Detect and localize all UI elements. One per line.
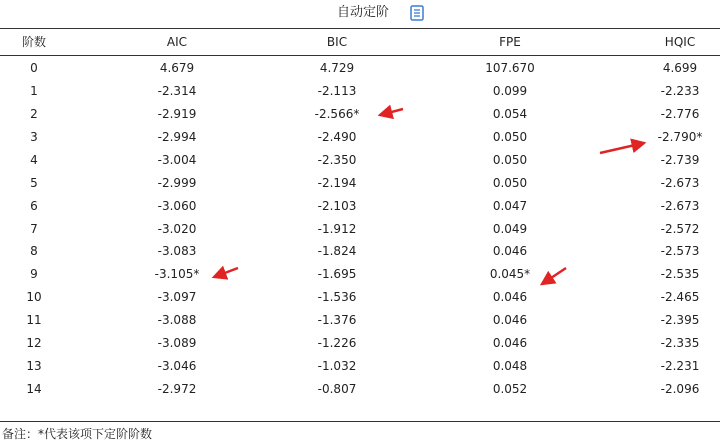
cell-hqic: -2.776 <box>660 106 700 121</box>
cell-bic: -1.226 <box>317 336 357 351</box>
cell-aic: -3.046 <box>157 359 197 374</box>
cell-bic: -1.376 <box>317 313 357 328</box>
cell-hqic: -2.231 <box>660 359 700 374</box>
table-row <box>0 286 720 308</box>
table-row <box>0 172 720 194</box>
cell-aic: -3.088 <box>157 313 197 328</box>
page-title: 自动定阶 <box>337 5 390 20</box>
table-row <box>0 378 720 400</box>
cell-aic: -3.089 <box>157 336 197 351</box>
cell-hqic: -2.673 <box>660 175 700 190</box>
cell-bic: -1.824 <box>317 244 357 259</box>
cell-hqic: 4.699 <box>662 61 698 75</box>
table-row <box>0 218 720 240</box>
cell-hqic: -2.573 <box>660 244 700 259</box>
table-bottom-rule <box>0 421 720 422</box>
cell-aic: -2.919 <box>157 106 197 121</box>
table-row <box>0 103 720 125</box>
table-row <box>0 126 720 148</box>
cell-hqic: -2.096 <box>660 382 700 397</box>
cell-fpe: 0.046 <box>492 290 528 305</box>
cell-bic: -2.103 <box>317 198 357 213</box>
cell-bic: -0.807 <box>317 382 357 397</box>
cell-hqic: -2.395 <box>660 313 700 328</box>
title-bar <box>0 0 720 28</box>
table-header-rule <box>0 55 720 56</box>
cell-bic: -2.194 <box>317 175 357 190</box>
cell-aic: -3.097 <box>157 290 197 305</box>
cell-bic: -1.536 <box>317 290 357 305</box>
cell-fpe: 0.050 <box>492 152 528 167</box>
cell-order: 7 <box>30 221 38 236</box>
cell-hqic: -2.465 <box>660 290 700 305</box>
cell-bic: -2.566* <box>314 106 360 121</box>
cell-fpe: 107.670 <box>485 61 535 75</box>
cell-bic: -2.113 <box>317 83 357 98</box>
column-header-fpe: FPE <box>499 35 521 49</box>
cell-fpe: 0.050 <box>492 129 528 144</box>
cell-order: 5 <box>30 175 38 190</box>
cell-fpe: 0.054 <box>492 106 528 121</box>
cell-aic: -2.994 <box>157 129 197 144</box>
cell-order: 12 <box>26 336 42 351</box>
table-top-rule <box>0 28 720 29</box>
table-row <box>0 80 720 102</box>
cell-hqic: -2.233 <box>660 83 700 98</box>
cell-bic: -1.695 <box>317 267 357 282</box>
cell-aic: -2.999 <box>157 175 197 190</box>
cell-order: 8 <box>30 244 38 259</box>
table-row <box>0 355 720 377</box>
cell-order: 11 <box>26 313 42 328</box>
cell-aic: -3.004 <box>157 152 197 167</box>
cell-order: 0 <box>30 61 38 75</box>
cell-hqic: -2.790* <box>657 129 703 144</box>
cell-aic: -2.972 <box>157 382 197 397</box>
cell-fpe: 0.045* <box>489 267 531 282</box>
cell-fpe: 0.046 <box>492 336 528 351</box>
cell-order: 10 <box>26 290 42 305</box>
cell-order: 1 <box>30 83 38 98</box>
cell-order: 2 <box>30 106 38 121</box>
cell-order: 3 <box>30 129 38 144</box>
cell-bic: 4.729 <box>319 61 355 75</box>
table-row <box>0 149 720 171</box>
cell-fpe: 0.049 <box>492 221 528 236</box>
cell-hqic: -2.535 <box>660 267 700 282</box>
table-row <box>0 332 720 354</box>
cell-order: 14 <box>26 382 42 397</box>
cell-aic: 4.679 <box>159 61 195 75</box>
cell-bic: -1.032 <box>317 359 357 374</box>
column-header-hqic: HQIC <box>664 35 696 49</box>
cell-hqic: -2.572 <box>660 221 700 236</box>
cell-order: 9 <box>30 267 38 282</box>
table-row <box>0 263 720 285</box>
cell-aic: -3.060 <box>157 198 197 213</box>
cell-fpe: 0.048 <box>492 359 528 374</box>
cell-aic: -3.020 <box>157 221 197 236</box>
cell-hqic: -2.335 <box>660 336 700 351</box>
column-header-bic: BIC <box>326 35 348 49</box>
cell-hqic: -2.739 <box>660 152 700 167</box>
column-header-order: 阶数 <box>21 35 47 49</box>
cell-order: 13 <box>26 359 42 374</box>
cell-order: 6 <box>30 198 38 213</box>
cell-fpe: 0.046 <box>492 244 528 259</box>
cell-bic: -1.912 <box>317 221 357 236</box>
cell-order: 4 <box>30 152 38 167</box>
table-row <box>0 195 720 217</box>
cell-hqic: -2.673 <box>660 198 700 213</box>
table-row <box>0 240 720 262</box>
cell-bic: -2.350 <box>317 152 357 167</box>
table-row <box>0 309 720 331</box>
cell-aic: -2.314 <box>157 83 197 98</box>
cell-aic: -3.083 <box>157 244 197 259</box>
column-header-aic: AIC <box>166 35 188 49</box>
footnote: 备注：*代表该项下定阶阶数 <box>2 427 153 441</box>
table-header-row <box>0 31 720 53</box>
copy-document-icon[interactable] <box>410 5 424 21</box>
cell-fpe: 0.052 <box>492 382 528 397</box>
cell-fpe: 0.047 <box>492 198 528 213</box>
cell-bic: -2.490 <box>317 129 357 144</box>
cell-aic: -3.105* <box>154 267 200 282</box>
cell-fpe: 0.099 <box>492 83 528 98</box>
cell-fpe: 0.046 <box>492 313 528 328</box>
cell-fpe: 0.050 <box>492 175 528 190</box>
table-row <box>0 57 720 79</box>
